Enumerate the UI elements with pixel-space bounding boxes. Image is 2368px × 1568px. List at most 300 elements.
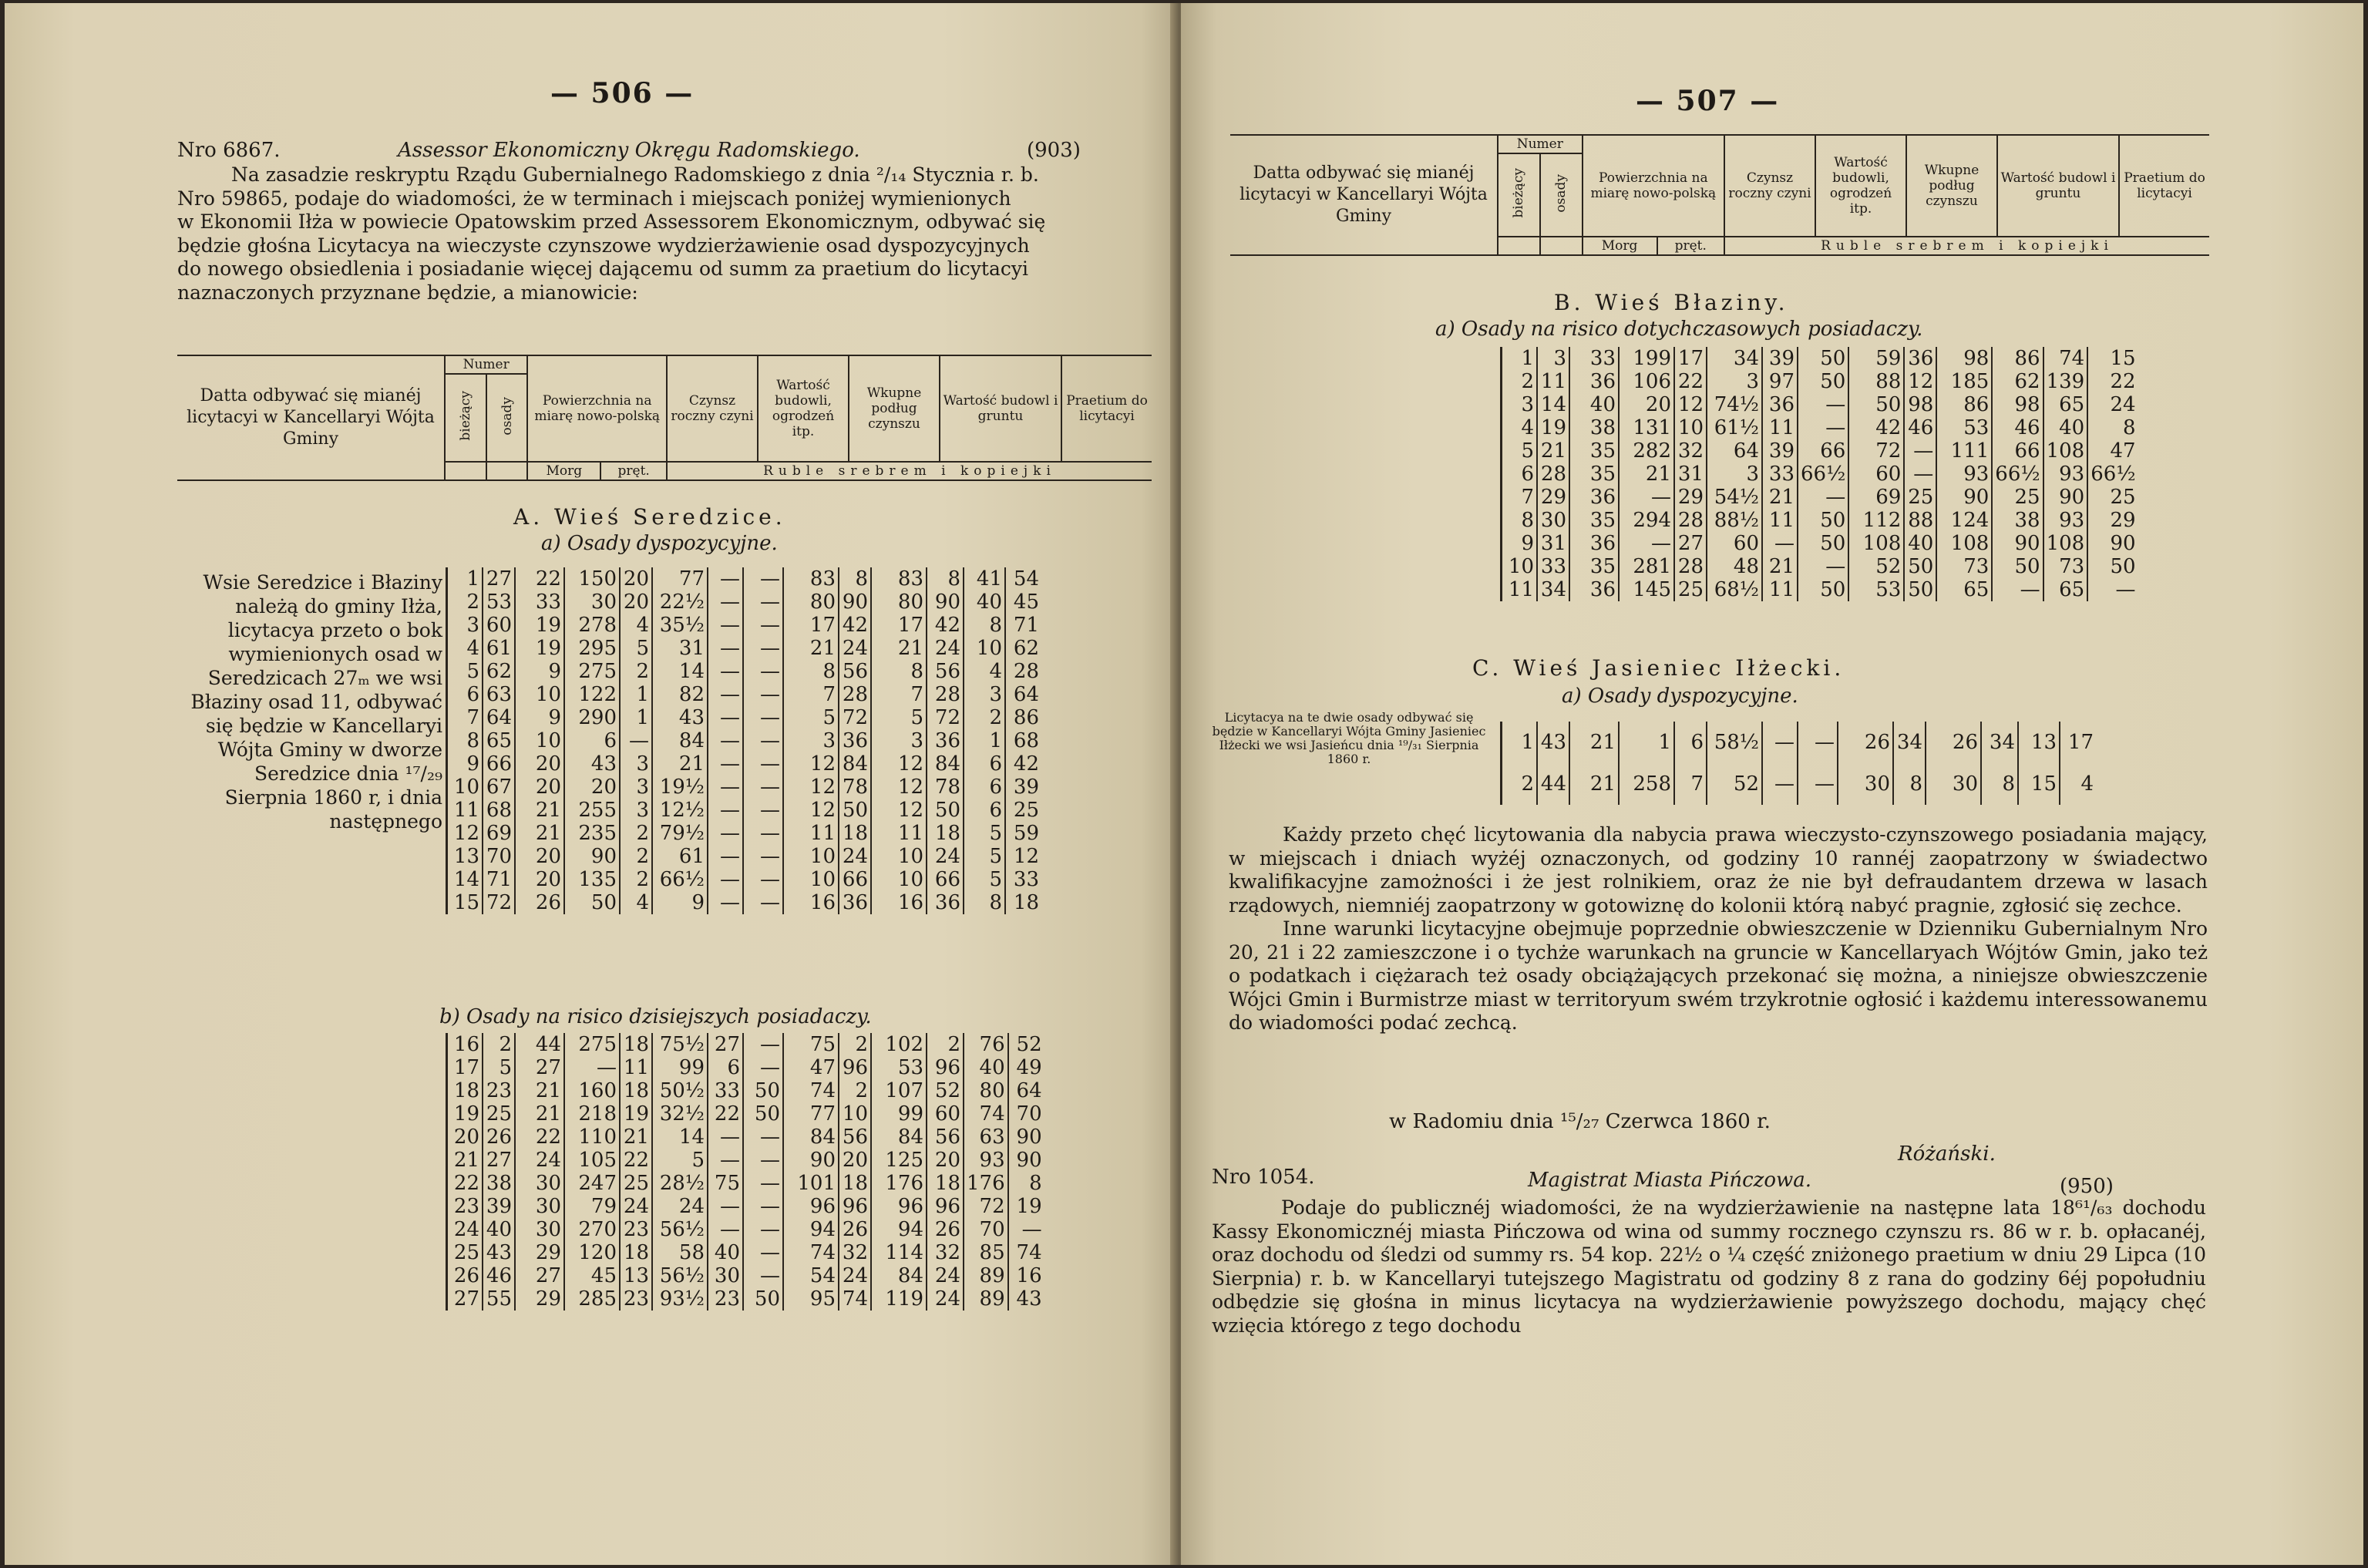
book-spread bbox=[5, 3, 2363, 1565]
table-cell: 45 bbox=[1005, 591, 1041, 614]
table-cell: 20 bbox=[564, 776, 620, 799]
table-cell: 12 bbox=[783, 799, 839, 822]
table-cell: 11 bbox=[783, 822, 839, 845]
col-biezacy: bieżący bbox=[1511, 168, 1527, 218]
table-cell: — bbox=[708, 1195, 743, 1218]
table-cell: 89 bbox=[964, 1287, 1008, 1311]
table-cell: 20 bbox=[515, 776, 564, 799]
table-row bbox=[1502, 393, 2138, 416]
table-row bbox=[1502, 722, 2097, 763]
col-czynsz: Czynsz roczny czyni bbox=[1724, 135, 1815, 237]
table-cell: 44 bbox=[1537, 763, 1569, 805]
table-cell: 17 bbox=[1674, 347, 1707, 370]
table-cell: 93 bbox=[2043, 509, 2088, 532]
table-cell: 18 bbox=[927, 1172, 964, 1195]
table-cell: 61 bbox=[483, 637, 515, 660]
table-cell: 19 bbox=[515, 637, 564, 660]
table-cell: 65 bbox=[2043, 393, 2088, 416]
table-row bbox=[447, 683, 1042, 706]
table-cell: 9 bbox=[515, 660, 564, 683]
table-cell: 44 bbox=[515, 1033, 564, 1056]
table-cell: 38 bbox=[1992, 509, 2043, 532]
table-cell: 22 bbox=[515, 567, 564, 591]
table-cell: 10 bbox=[964, 637, 1005, 660]
table-cell: 66 bbox=[927, 868, 964, 891]
table-cell: 9 bbox=[447, 752, 483, 776]
table-cell: 29 bbox=[515, 1241, 564, 1264]
table-cell: — bbox=[743, 822, 783, 845]
table-cell: 20 bbox=[515, 868, 564, 891]
table-cell: 23 bbox=[483, 1079, 515, 1102]
table-cell: 294 bbox=[1619, 509, 1674, 532]
table-cell: 40 bbox=[964, 591, 1005, 614]
table-cell: 16 bbox=[447, 1033, 483, 1056]
table-cell: 39 bbox=[1762, 439, 1798, 463]
col-numer: Numer bbox=[445, 355, 527, 374]
table-cell: — bbox=[2087, 578, 2138, 601]
table-cell: 9 bbox=[515, 706, 564, 729]
unit-ruble: Ruble srebrem i kopiejki bbox=[1724, 237, 2209, 255]
table-cell: 20 bbox=[515, 845, 564, 868]
table-cell: 96 bbox=[839, 1056, 871, 1079]
table-cell: 90 bbox=[1936, 486, 1992, 509]
table-cell: 135 bbox=[564, 868, 620, 891]
table-cell: 96 bbox=[839, 1195, 871, 1218]
col-praetium: Praetium do licytacyi bbox=[1061, 355, 1152, 462]
table-cell: 60 bbox=[927, 1102, 964, 1126]
table-cell: — bbox=[743, 706, 783, 729]
table-cell: 1 bbox=[447, 567, 483, 591]
table-cell: 35 bbox=[1569, 509, 1619, 532]
table-cell: 114 bbox=[871, 1241, 927, 1264]
unit-ruble: Ruble srebrem i kopiejki bbox=[667, 462, 1152, 480]
table-cell: — bbox=[1008, 1218, 1044, 1241]
col-praetium: Praetium do licytacyi bbox=[2119, 135, 2209, 237]
intro-line: w Ekonomii Iłża w powiecie Opatowskim przed Assessorem Ekonomicznym, odbywać się bbox=[177, 210, 1046, 233]
table-row bbox=[447, 1126, 1044, 1149]
table-cell: 36 bbox=[927, 891, 964, 914]
table-cell: 66 bbox=[839, 868, 871, 891]
table-cell: 5 bbox=[871, 706, 927, 729]
table-cell: 66 bbox=[483, 752, 515, 776]
table-cell: 79½ bbox=[652, 822, 708, 845]
table-cell: 43 bbox=[483, 1241, 515, 1264]
table-cell: 5 bbox=[620, 637, 652, 660]
table-cell: 247 bbox=[564, 1172, 620, 1195]
table-cell: 18 bbox=[1005, 891, 1041, 914]
table-cell: 88 bbox=[1904, 509, 1936, 532]
table-cell: 25 bbox=[1904, 486, 1936, 509]
table-cell: 10 bbox=[783, 845, 839, 868]
table-cell: 6 bbox=[1674, 722, 1707, 763]
table-cell: 94 bbox=[783, 1218, 839, 1241]
table-cell: 7 bbox=[871, 683, 927, 706]
table-cell: — bbox=[1619, 486, 1674, 509]
table-cell: 12 bbox=[783, 776, 839, 799]
table-cell: 1 bbox=[1619, 722, 1674, 763]
table-row bbox=[1502, 578, 2138, 601]
table-cell: 282 bbox=[1619, 439, 1674, 463]
table-cell: 47 bbox=[2087, 439, 2138, 463]
table-row bbox=[447, 567, 1042, 591]
table-cell: 68 bbox=[483, 799, 515, 822]
table-cell: 40 bbox=[1904, 532, 1936, 555]
table-cell: 89 bbox=[964, 1264, 1008, 1287]
table-cell: 93½ bbox=[652, 1287, 708, 1311]
table-cell: 27 bbox=[708, 1033, 743, 1056]
table-cell: 28 bbox=[839, 683, 871, 706]
table-cell: 50 bbox=[743, 1102, 783, 1126]
table-cell: 48 bbox=[1707, 555, 1762, 578]
table-cell: 26 bbox=[483, 1126, 515, 1149]
table-cell: 12 bbox=[447, 822, 483, 845]
table-cell: 54 bbox=[783, 1264, 839, 1287]
table-cell: 24 bbox=[652, 1195, 708, 1218]
table-cell: 65 bbox=[483, 729, 515, 752]
table-cell: — bbox=[1619, 532, 1674, 555]
table-cell: 96 bbox=[783, 1195, 839, 1218]
table-cell: 19 bbox=[515, 614, 564, 637]
table-cell: 50 bbox=[839, 799, 871, 822]
table-cell: 108 bbox=[2043, 532, 2088, 555]
table-row bbox=[1502, 763, 2097, 805]
table-cell: 22 bbox=[447, 1172, 483, 1195]
table-cell: 35 bbox=[1569, 439, 1619, 463]
table-cell: — bbox=[743, 614, 783, 637]
table-cell: 41 bbox=[964, 567, 1005, 591]
table-cell: 36 bbox=[839, 891, 871, 914]
table-cell: 66½ bbox=[2087, 463, 2138, 486]
table-cell: 90 bbox=[1008, 1126, 1044, 1149]
table-cell: 71 bbox=[1005, 614, 1041, 637]
table-cell: 38 bbox=[483, 1172, 515, 1195]
table-cell: 42 bbox=[927, 614, 964, 637]
table-cell: 3 bbox=[871, 729, 927, 752]
table-cell: 110 bbox=[564, 1126, 620, 1149]
table-cell: 14 bbox=[652, 1126, 708, 1149]
col-datta: Datta odbywać się mianéj licytacyi w Kancellaryi Wójta Gminy bbox=[1230, 135, 1498, 255]
table-cell: — bbox=[1762, 532, 1798, 555]
table-row bbox=[1502, 532, 2138, 555]
table-cell: 3 bbox=[1537, 347, 1569, 370]
table-cell: 66½ bbox=[1798, 463, 1848, 486]
table-cell: 22 bbox=[515, 1126, 564, 1149]
table-cell: 95 bbox=[783, 1287, 839, 1311]
entry-number: Nro 1054. bbox=[1212, 1166, 1315, 1189]
table-cell: 16 bbox=[783, 891, 839, 914]
table-cell: 66½ bbox=[652, 868, 708, 891]
table-cell: 3 bbox=[783, 729, 839, 752]
table-cell: 84 bbox=[783, 1126, 839, 1149]
table-cell: 6 bbox=[564, 729, 620, 752]
table-cell: — bbox=[743, 752, 783, 776]
table-cell: 35 bbox=[1569, 555, 1619, 578]
table-cell: 8 bbox=[447, 729, 483, 752]
table-cell: 3 bbox=[1707, 370, 1762, 393]
table-cell: 11 bbox=[871, 822, 927, 845]
table-cell: 281 bbox=[1619, 555, 1674, 578]
table-cell: 3 bbox=[1502, 393, 1538, 416]
table-cell: 5 bbox=[964, 868, 1005, 891]
unit-morg: Morg bbox=[1583, 237, 1657, 255]
page-number: — 506 — bbox=[550, 77, 695, 109]
table-cell: 21 bbox=[783, 637, 839, 660]
table-cell: 86 bbox=[1992, 347, 2043, 370]
table-cell: 39 bbox=[1762, 347, 1798, 370]
table-cell: 4 bbox=[1502, 416, 1538, 439]
table-cell: 10 bbox=[515, 683, 564, 706]
table-cell: 33 bbox=[515, 591, 564, 614]
table-cell: 176 bbox=[871, 1172, 927, 1195]
table-cell: 66½ bbox=[1992, 463, 2043, 486]
table-cell: 145 bbox=[1619, 578, 1674, 601]
table-cell: 54½ bbox=[1707, 486, 1762, 509]
table-cell: 4 bbox=[620, 891, 652, 914]
table-cell: 50 bbox=[1992, 555, 2043, 578]
table-cell: 90 bbox=[927, 591, 964, 614]
table-row bbox=[1502, 439, 2138, 463]
table-cell: 50 bbox=[1848, 393, 1904, 416]
table-cell: 75 bbox=[783, 1033, 839, 1056]
col-numer: Numer bbox=[1498, 135, 1583, 153]
table-cell: 56½ bbox=[652, 1218, 708, 1241]
table-cell: 101 bbox=[783, 1172, 839, 1195]
table-row bbox=[447, 1264, 1044, 1287]
table-cell: 20 bbox=[839, 1149, 871, 1172]
table-cell: — bbox=[743, 1195, 783, 1218]
table-cell: 50 bbox=[1904, 555, 1936, 578]
table-cell: — bbox=[1798, 393, 1848, 416]
table-cell: 26 bbox=[839, 1218, 871, 1241]
table-cell: 7 bbox=[1674, 763, 1707, 805]
table-cell: 84 bbox=[839, 752, 871, 776]
entry-number: Nro 6867. bbox=[177, 139, 281, 162]
table-cell: 34 bbox=[1537, 578, 1569, 601]
table-cell: 43 bbox=[1008, 1287, 1044, 1311]
table-cell: 21 bbox=[1762, 555, 1798, 578]
table-cell: 84 bbox=[871, 1126, 927, 1149]
table-cell: 2 bbox=[1502, 763, 1538, 805]
table-cell: 76 bbox=[964, 1033, 1008, 1056]
intro-paragraph bbox=[177, 163, 1149, 305]
table-cell: 19 bbox=[1537, 416, 1569, 439]
table-cell: 6 bbox=[708, 1056, 743, 1079]
table-cell: 2 bbox=[927, 1033, 964, 1056]
side-note: Licytacya na te dwie osady odbywać się będzie w Kancellaryi Wójta Gminy Jasieniec Iłżecki we wsi Jasieńcu dnia ¹⁹/₃₁ Sierpnia 1860 r. bbox=[1212, 710, 1486, 766]
table-cell: 20 bbox=[447, 1126, 483, 1149]
table-cell: 105 bbox=[564, 1149, 620, 1172]
table-cell: 97 bbox=[1762, 370, 1798, 393]
table-cell: 18 bbox=[839, 1172, 871, 1195]
right-page bbox=[1181, 3, 2363, 1565]
table-cell: — bbox=[743, 591, 783, 614]
table-cell: 33 bbox=[1569, 347, 1619, 370]
table-cell: 21 bbox=[515, 1102, 564, 1126]
table-cell: 27 bbox=[515, 1264, 564, 1287]
table-cell: — bbox=[708, 637, 743, 660]
table-row bbox=[1502, 463, 2138, 486]
table-cell: 131 bbox=[1619, 416, 1674, 439]
table-cell: 63 bbox=[483, 683, 515, 706]
table-cell: — bbox=[743, 1241, 783, 1264]
table-cell: — bbox=[1798, 555, 1848, 578]
table-cell: 90 bbox=[1992, 532, 2043, 555]
section-heading: A. Wieś Seredzice. bbox=[513, 504, 786, 530]
table-cell: 29 bbox=[2087, 509, 2138, 532]
table-row bbox=[447, 1079, 1044, 1102]
table-cell: — bbox=[708, 683, 743, 706]
table-cell: — bbox=[743, 1056, 783, 1079]
table-cell: — bbox=[708, 776, 743, 799]
table-cell: 12 bbox=[871, 776, 927, 799]
table-cell: 27 bbox=[483, 1149, 515, 1172]
table-cell: 50 bbox=[743, 1079, 783, 1102]
paragraph: Podaje do publicznéj wiadomości, że na wydzierżawienie na następne lata 18⁶¹/₆₃ dochodu Kassy Ekonomicznéj miasta Pińczowa od wina od summy rocznego czynszu rs. 86 w r. b. opłacanéj, oraz dochodu od śledzi od summy rs. 54 kop. 22½ o ¼ część zniżonego praetium w dniu 29 Lipca (10 Sierpnia) r. b. w Kancellaryi tutejszego Magistratu od godziny 8 z rana do godziny 6éj popołudniu odbędzie się głośna in minus licytacya na wydzierżawienie powyższego dochodu, mający chęć wzięcia którego z tego dochodu bbox=[1212, 1196, 2206, 1337]
table-cell: 28 bbox=[1005, 660, 1041, 683]
table-cell: 8 bbox=[783, 660, 839, 683]
table-cell: — bbox=[708, 822, 743, 845]
table-cell: 78 bbox=[927, 776, 964, 799]
table-cell: 50 bbox=[1798, 532, 1848, 555]
table-cell: — bbox=[708, 1126, 743, 1149]
table-cell: 3 bbox=[1707, 463, 1762, 486]
table-cell: 31 bbox=[652, 637, 708, 660]
table-cell: 35½ bbox=[652, 614, 708, 637]
table-cell: 17 bbox=[783, 614, 839, 637]
table-cell: 258 bbox=[1619, 763, 1674, 805]
table-cell: 15 bbox=[2087, 347, 2138, 370]
table-cell: 98 bbox=[1936, 347, 1992, 370]
table-cell: 47 bbox=[783, 1056, 839, 1079]
table-cell: 20 bbox=[620, 591, 652, 614]
table-cell: 50 bbox=[1798, 509, 1848, 532]
table-cell: 70 bbox=[964, 1218, 1008, 1241]
table-cell: 275 bbox=[564, 1033, 620, 1056]
table-cell: 2 bbox=[620, 845, 652, 868]
table-cell: 23 bbox=[708, 1287, 743, 1311]
table-cell: 45 bbox=[564, 1264, 620, 1287]
table-cell: 52 bbox=[927, 1079, 964, 1102]
table-cell: 55 bbox=[483, 1287, 515, 1311]
table-cell: 39 bbox=[483, 1195, 515, 1218]
table-cell: 199 bbox=[1619, 347, 1674, 370]
table-cell: — bbox=[1992, 578, 2043, 601]
table-cell: 21 bbox=[1537, 439, 1569, 463]
table-cell: 27 bbox=[447, 1287, 483, 1311]
table-cell: 3 bbox=[620, 799, 652, 822]
table-cell: 77 bbox=[652, 567, 708, 591]
table-cell: 42 bbox=[1848, 416, 1904, 439]
table-cell: 9 bbox=[1502, 532, 1538, 555]
table-cell: 36 bbox=[1569, 578, 1619, 601]
entry-paragraph bbox=[1212, 1196, 2206, 1338]
table-cell: — bbox=[743, 729, 783, 752]
table-cell: — bbox=[708, 868, 743, 891]
table-cell: 74 bbox=[783, 1241, 839, 1264]
table-cell: 2 bbox=[483, 1033, 515, 1056]
table-cell: 22 bbox=[708, 1102, 743, 1126]
table-cell: 25 bbox=[447, 1241, 483, 1264]
table-cell: 85 bbox=[964, 1241, 1008, 1264]
section-subheading: a) Osady dyspozycyjne. bbox=[1562, 685, 1798, 708]
table-cell: 18 bbox=[927, 822, 964, 845]
table-cell: 5 bbox=[447, 660, 483, 683]
table-cell: 255 bbox=[564, 799, 620, 822]
table-row bbox=[1502, 555, 2138, 578]
table-cell: 5 bbox=[783, 706, 839, 729]
table-cell: 11 bbox=[620, 1056, 652, 1079]
table-cell: — bbox=[708, 799, 743, 822]
side-note: Wsie Seredzice i Błaziny należą do gminy Iłża, licytacya przeto o bok wymienionych osad w Seredzicach 27ₘ we wsi Błaziny osad 11, odbywać się będzie w Kancellaryi Wójta Gminy w dworze Seredzice dnia ¹⁷/₂₉ Sierpnia 1860 r, i dnia następnego bbox=[190, 571, 442, 833]
table-row bbox=[1502, 509, 2138, 532]
table-cell: 8 bbox=[1981, 763, 2018, 805]
data-table-b bbox=[446, 1033, 1044, 1311]
table-cell: 290 bbox=[564, 706, 620, 729]
section-subheading: a) Osady na risico dotychczasowych posiadaczy. bbox=[1435, 318, 1923, 341]
table-row bbox=[447, 1241, 1044, 1264]
table-cell: 67 bbox=[483, 776, 515, 799]
table-cell: 24 bbox=[927, 637, 964, 660]
table-cell: 107 bbox=[871, 1079, 927, 1102]
table-cell: 56 bbox=[839, 1126, 871, 1149]
table-cell: 93 bbox=[1936, 463, 1992, 486]
table-cell: 8 bbox=[1893, 763, 1926, 805]
section-subheading: b) Osady na risico dzisiejszych posiadaczy. bbox=[439, 1005, 872, 1028]
table-cell: 58½ bbox=[1707, 722, 1762, 763]
table-cell: 19 bbox=[447, 1102, 483, 1126]
table-cell: 25 bbox=[1005, 799, 1041, 822]
table-header bbox=[1230, 134, 2209, 256]
table-cell: 74½ bbox=[1707, 393, 1762, 416]
table-row bbox=[447, 1287, 1044, 1311]
table-cell: 3 bbox=[447, 614, 483, 637]
table-cell: 50 bbox=[1798, 347, 1848, 370]
paragraph: Każdy przeto chęć licytowania dla nabycia prawa wieczysto-czynszowego posiadania mający, w miejscach i dniach wyżéj oznaczonych, od godziny 10 rannéj zaopatrzony w świadectwo kwalifikacyjne zamożności i że jest rolnikiem, oraz że nie był defraudantem drzewa w lasach rządowych, niemniéj zaopatrzony w gotowiznę do kolonii którą nabyć pragnie, zgłosić się zechce. bbox=[1229, 823, 2208, 917]
intro-line: naznaczonych przyznane będzie, a mianowicie: bbox=[177, 281, 638, 304]
table-cell: 4 bbox=[964, 660, 1005, 683]
table-cell: 30 bbox=[515, 1195, 564, 1218]
table-cell: 2 bbox=[839, 1079, 871, 1102]
col-wartosc-gruntu: Wartość budowl i gruntu bbox=[1997, 135, 2119, 237]
table-cell: 108 bbox=[1848, 532, 1904, 555]
table-cell: 56 bbox=[839, 660, 871, 683]
table-cell: 83 bbox=[871, 567, 927, 591]
table-cell: — bbox=[564, 1056, 620, 1079]
table-cell: 36 bbox=[1569, 370, 1619, 393]
table-cell: 16 bbox=[1008, 1264, 1044, 1287]
table-cell: 60 bbox=[1707, 532, 1762, 555]
table-cell: 34 bbox=[1981, 722, 2018, 763]
table-row bbox=[1502, 486, 2138, 509]
table-cell: 71 bbox=[483, 868, 515, 891]
intro-line: Nro 59865, podaje do wiadomości, że w terminach i miejscach poniżej wymienionych bbox=[177, 187, 1011, 210]
table-row bbox=[447, 822, 1042, 845]
table-cell: 64 bbox=[1008, 1079, 1044, 1102]
table-cell: 1 bbox=[620, 683, 652, 706]
table-cell: 21 bbox=[515, 799, 564, 822]
table-cell: — bbox=[1762, 763, 1798, 805]
table-row bbox=[447, 1102, 1044, 1126]
table-cell: 39 bbox=[1005, 776, 1041, 799]
table-row bbox=[447, 706, 1042, 729]
table-row bbox=[447, 1195, 1044, 1218]
table-cell: 70 bbox=[1008, 1102, 1044, 1126]
table-cell: 1 bbox=[1502, 722, 1538, 763]
table-cell: — bbox=[708, 1218, 743, 1241]
table-cell: 75 bbox=[708, 1172, 743, 1195]
table-cell: — bbox=[743, 683, 783, 706]
col-osady: osady bbox=[1553, 173, 1569, 213]
